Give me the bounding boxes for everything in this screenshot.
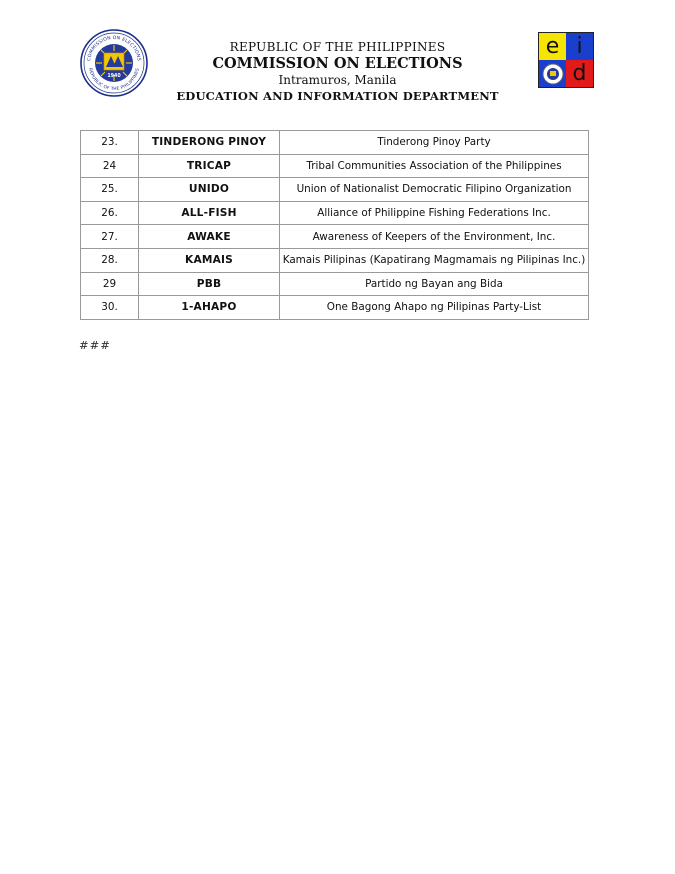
party-name: Awareness of Keepers of the Environment, Inc. [280, 225, 589, 249]
party-acronym: AWAKE [139, 225, 280, 249]
row-number: 29 [81, 272, 139, 296]
table-row [81, 178, 589, 202]
table-row [81, 248, 589, 272]
party-name: Tinderong Pinoy Party [280, 131, 589, 155]
row-number: 24 [81, 154, 139, 178]
party-acronym: KAMAIS [139, 248, 280, 272]
party-name: Alliance of Philippine Fishing Federations Inc. [280, 201, 589, 225]
table-row [81, 296, 589, 320]
party-list-table [80, 130, 589, 320]
location-line: Intramuros, Manila [278, 73, 397, 87]
party-acronym: UNIDO [139, 178, 280, 202]
row-number: 25. [81, 178, 139, 202]
seal-top-text: COMMISSION ON ELECTIONS [87, 35, 141, 62]
table-row [81, 225, 589, 249]
party-name: Union of Nationalist Democratic Filipino Organization [280, 178, 589, 202]
party-name: Kamais Pilipinas (Kapatirang Magmamais ng Pilipinas Inc.) [280, 248, 589, 272]
republic-line: REPUBLIC OF THE PHILIPPINES [229, 40, 446, 54]
party-name: Tribal Communities Association of the Philippines [280, 154, 589, 178]
table-row [81, 154, 589, 178]
eid-letter-i: i [566, 33, 593, 60]
party-name: Partido ng Bayan ang Bida [280, 272, 589, 296]
row-number: 23. [81, 131, 139, 155]
party-acronym: ALL-FISH [139, 201, 280, 225]
table-row [81, 201, 589, 225]
seal-year: 1940 [107, 74, 121, 79]
row-number: 27. [81, 225, 139, 249]
row-number: 28. [81, 248, 139, 272]
party-name: One Bagong Ahapo ng Pilipinas Party-List [280, 296, 589, 320]
end-mark: ### [79, 338, 111, 352]
department-line: EDUCATION AND INFORMATION DEPARTMENT [176, 89, 499, 103]
letterhead [150, 40, 525, 104]
seal-bottom-text: REPUBLIC OF THE PHILIPPINES [87, 67, 141, 93]
eid-letter-d: d [566, 60, 593, 87]
row-number: 30. [81, 296, 139, 320]
party-acronym: TINDERONG PINOY [139, 131, 280, 155]
party-acronym: TRICAP [139, 154, 280, 178]
table-row [81, 131, 589, 155]
table-row [81, 272, 589, 296]
eid-logo-icon [538, 32, 594, 88]
eid-letter-e: e [539, 33, 566, 60]
comelec-seal-icon [80, 29, 148, 97]
commission-title: COMMISSION ON ELECTIONS [212, 55, 463, 72]
eid-mini-seal-icon [539, 60, 566, 87]
row-number: 26. [81, 201, 139, 225]
party-acronym: PBB [139, 272, 280, 296]
party-acronym: 1-AHAPO [139, 296, 280, 320]
